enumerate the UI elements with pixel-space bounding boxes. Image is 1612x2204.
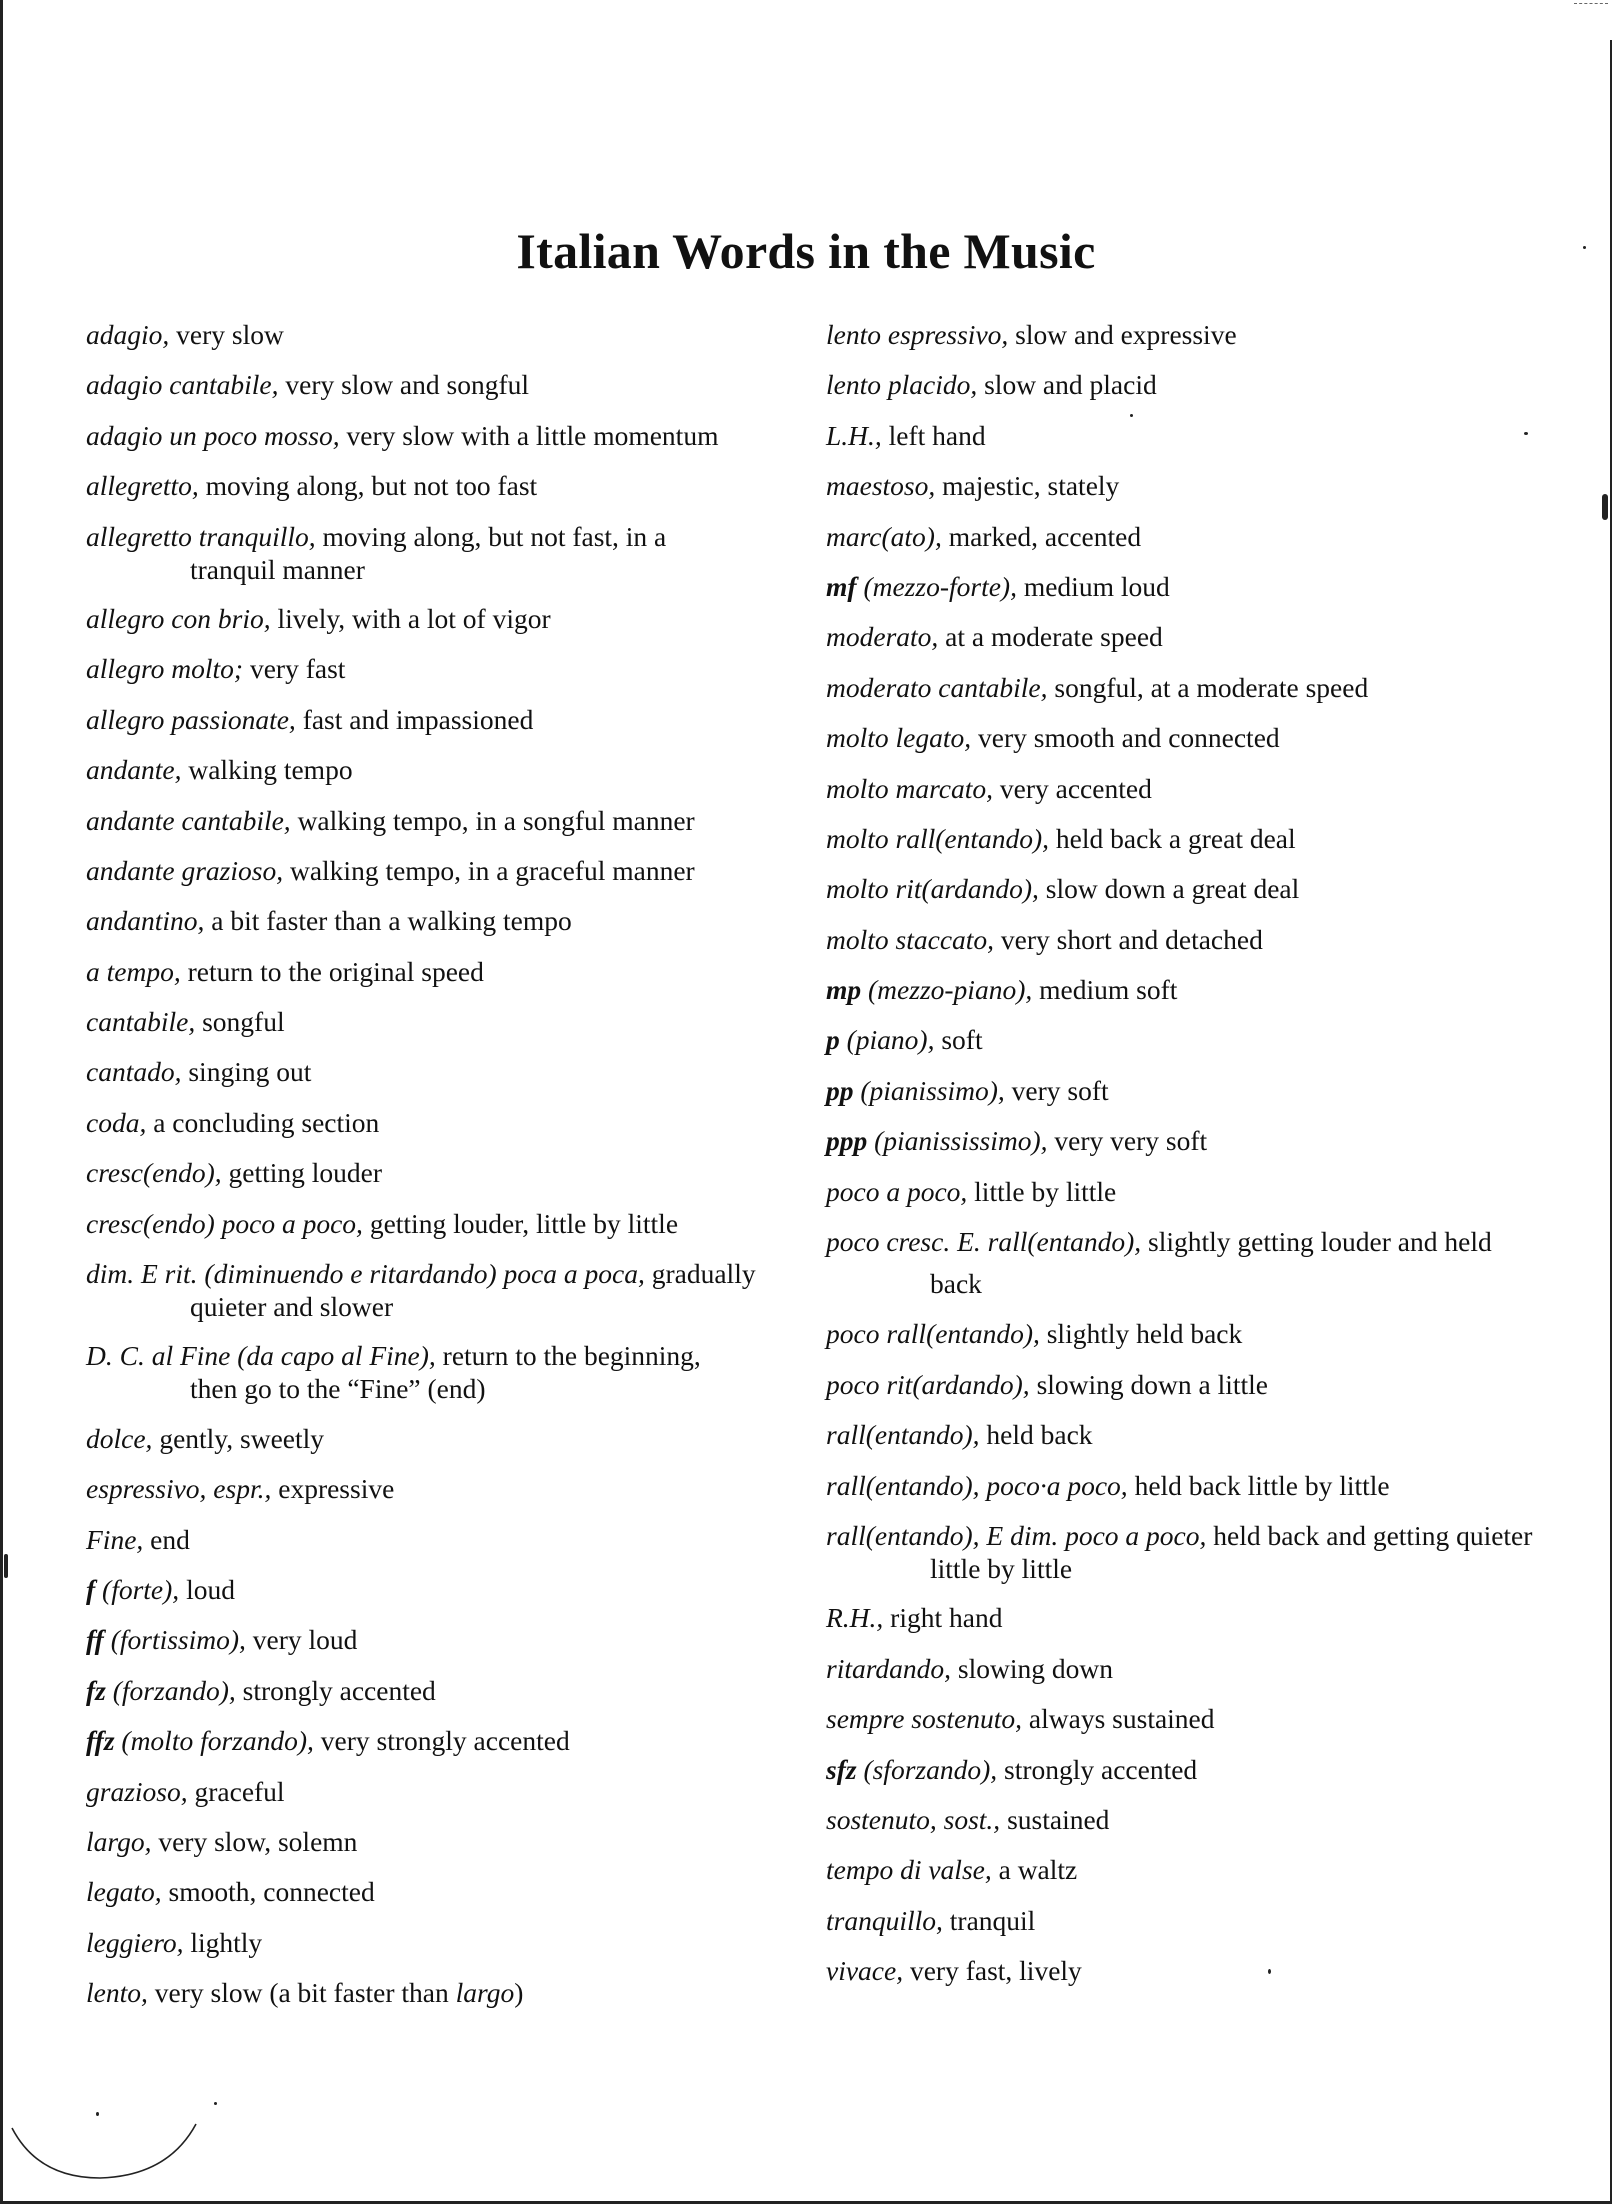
glossary-entry — [86, 602, 796, 636]
glossary-term: moderato, — [826, 621, 939, 653]
glossary-term: a tempo, — [86, 955, 181, 987]
glossary-term: moderato cantabile, — [826, 671, 1048, 703]
glossary-definition: lightly — [183, 1926, 263, 1958]
scan-speck — [96, 2112, 99, 2116]
glossary-entry — [826, 570, 1546, 604]
glossary-definition: end — [143, 1523, 190, 1555]
glossary-definition: right hand — [883, 1602, 1003, 1634]
glossary-definition: slightly held back — [1039, 1318, 1243, 1350]
glossary-definition: walking tempo, in a songful manner — [290, 804, 695, 836]
glossary-entry — [826, 1904, 1546, 1938]
glossary-term: cresc(endo), — [86, 1157, 222, 1189]
glossary-term: rall(entando), poco·a poco, — [826, 1469, 1128, 1501]
left-column — [86, 318, 796, 2027]
glossary-entry — [86, 469, 796, 503]
glossary-definition: strongly accented — [997, 1753, 1198, 1785]
glossary-term: vivace, — [826, 1955, 904, 1987]
glossary-term: D. C. al Fine (da capo al Fine), — [86, 1340, 436, 1372]
dynamic-symbol: mp — [826, 974, 862, 1006]
glossary-term: poco a poco, — [826, 1175, 968, 1207]
glossary-definition: a waltz — [991, 1854, 1078, 1886]
glossary-term: lento espressivo, — [826, 319, 1009, 350]
scan-speck — [1268, 1969, 1271, 1974]
glossary-term: dolce, — [86, 1422, 153, 1454]
scan-speck — [4, 1554, 8, 1578]
glossary-entry — [86, 1825, 796, 1859]
glossary-definition: lively, with a lot of vigor — [270, 602, 551, 634]
glossary-entry — [86, 703, 796, 737]
glossary-entry — [86, 419, 796, 453]
glossary-definition: slow down a great deal — [1038, 873, 1300, 905]
glossary-term: andante cantabile, — [86, 804, 291, 836]
glossary-entry — [86, 904, 796, 938]
glossary-definition: songful — [195, 1006, 285, 1038]
glossary-definition: slowing down a little — [1029, 1368, 1269, 1400]
glossary-term: largo, — [86, 1825, 152, 1857]
glossary-term: molto rall(entando), — [826, 822, 1050, 854]
glossary-definition: very slow with a little momentum — [339, 419, 719, 451]
glossary-definition: very accented — [993, 772, 1152, 804]
glossary-term: cantado, — [86, 1056, 182, 1088]
glossary-term: rall(entando), — [826, 1419, 980, 1451]
glossary-entry — [86, 1674, 796, 1708]
glossary-term: adagio cantabile, — [86, 369, 279, 401]
glossary-entry — [826, 1074, 1546, 1108]
glossary-definition: gently, sweetly — [152, 1422, 325, 1454]
glossary-entry — [826, 973, 1546, 1007]
glossary-term: allegretto, — [86, 470, 199, 502]
glossary-definition: walking tempo, in a graceful manner — [283, 854, 695, 886]
glossary-definition: a concluding section — [146, 1106, 380, 1138]
glossary-definition: sustained — [1000, 1803, 1110, 1835]
glossary-term: sostenuto, sost., — [826, 1803, 1001, 1835]
glossary-term: (piano), — [839, 1024, 935, 1056]
glossary-term: maestoso, — [826, 470, 936, 502]
glossary-entry — [826, 721, 1546, 755]
glossary-definition: slightly getting louder and held — [1141, 1226, 1492, 1258]
glossary-term: allegro passionate, — [86, 703, 296, 735]
glossary-definition: marked, accented — [941, 520, 1142, 552]
glossary-term: (mezzo-piano), — [861, 974, 1033, 1006]
glossary-entry — [826, 1317, 1546, 1351]
scan-left-edge — [0, 0, 3, 2204]
glossary-term: cantabile, — [86, 1006, 196, 1038]
glossary-definition: return to the original speed — [180, 955, 484, 987]
glossary-term: ritardando, — [826, 1652, 952, 1684]
glossary-entry — [86, 1623, 796, 1657]
dynamic-symbol: ffz — [86, 1725, 115, 1757]
glossary-term: rall(entando), E dim. poco a poco, — [826, 1519, 1207, 1551]
definition-continuation: back — [930, 1268, 982, 1300]
glossary-entry — [86, 1523, 796, 1557]
glossary-definition: medium loud — [1016, 570, 1170, 602]
glossary-entry — [86, 1875, 796, 1909]
definition-continuation: then go to the “Fine” (end) — [190, 1373, 486, 1405]
glossary-entry — [86, 520, 796, 586]
glossary-entry — [826, 872, 1546, 906]
glossary-entry — [826, 1652, 1546, 1686]
glossary-definition: moving along, but not too fast — [198, 470, 538, 502]
glossary-definition: very loud — [245, 1624, 358, 1656]
glossary-entry — [826, 1601, 1546, 1635]
glossary-entry — [86, 955, 796, 989]
glossary-term: poco cresc. E. rall(entando), — [826, 1226, 1142, 1258]
definition-continuation: quieter and slower — [190, 1291, 394, 1323]
glossary-term: legato, — [86, 1876, 162, 1908]
glossary-entry — [826, 1702, 1546, 1736]
glossary-entry — [826, 520, 1546, 554]
dynamic-symbol: pp — [826, 1074, 854, 1106]
glossary-term: andantino, — [86, 905, 205, 937]
glossary-entry — [86, 1724, 796, 1758]
glossary-entry — [86, 804, 796, 838]
glossary-definition: always sustained — [1022, 1703, 1215, 1735]
glossary-term: tempo di valse, — [826, 1854, 992, 1886]
glossary-term: espressivo, espr., — [86, 1473, 272, 1505]
glossary-definition: very smooth and connected — [971, 722, 1280, 754]
glossary-entry — [86, 1339, 796, 1405]
glossary-entry — [86, 1422, 796, 1456]
glossary-definition: singing out — [181, 1056, 312, 1088]
glossary-entry — [86, 1055, 796, 1089]
glossary-term: allegro molto; — [86, 653, 244, 685]
glossary-term: (pianississimo), — [867, 1125, 1048, 1157]
glossary-definition: expressive — [271, 1473, 395, 1505]
dynamic-symbol: ppp — [826, 1125, 868, 1157]
glossary-term: marc(ato), — [826, 520, 942, 552]
glossary-term: sempre sostenuto, — [826, 1703, 1023, 1735]
glossary-entry — [86, 1156, 796, 1190]
scan-speck — [1524, 432, 1528, 435]
glossary-entry — [826, 1469, 1546, 1503]
glossary-definition: left hand — [881, 419, 986, 451]
glossary-definition: a bit faster than a walking tempo — [204, 905, 572, 937]
glossary-definition: fast and impassioned — [295, 703, 534, 735]
glossary-term: coda, — [86, 1106, 147, 1138]
glossary-definition: getting louder, little by little — [362, 1207, 679, 1239]
dynamic-symbol: p — [826, 1024, 840, 1056]
glossary-entry — [86, 652, 796, 686]
glossary-definition: tranquil — [942, 1904, 1036, 1936]
glossary-entry — [826, 1175, 1546, 1209]
glossary-definition: very slow, solemn — [151, 1825, 358, 1857]
glossary-term: andante, — [86, 754, 182, 786]
glossary-entry — [826, 1418, 1546, 1452]
glossary-term: (forzando), — [105, 1674, 236, 1706]
glossary-entry — [826, 469, 1546, 503]
glossary-term: Fine, — [86, 1523, 144, 1555]
glossary-entry — [826, 822, 1546, 856]
glossary-entry — [86, 1207, 796, 1241]
glossary-entry — [826, 419, 1546, 453]
page-title: Italian Words in the Music — [516, 223, 1096, 279]
glossary-entry — [826, 1753, 1546, 1787]
glossary-entry — [86, 1106, 796, 1140]
glossary-definition: held back little by little — [1127, 1469, 1390, 1501]
glossary-term: lento, — [86, 1977, 148, 2009]
glossary-term: andante grazioso, — [86, 854, 284, 886]
glossary-entry — [86, 1005, 796, 1039]
glossary-entry — [826, 1519, 1546, 1585]
glossary-term: allegretto tranquillo, — [86, 520, 316, 552]
glossary-definition: strongly accented — [235, 1674, 436, 1706]
glossary-entry — [86, 1472, 796, 1506]
right-column — [826, 318, 1546, 2005]
glossary-term: molto legato, — [826, 722, 972, 754]
glossary-term: R.H., — [826, 1602, 884, 1634]
glossary-definition: smooth, connected — [161, 1876, 375, 1908]
glossary-definition: songful, at a moderate speed — [1047, 671, 1369, 703]
glossary-definition: very fast, lively — [903, 1955, 1082, 1987]
glossary-entry — [826, 1368, 1546, 1402]
glossary-entry — [826, 772, 1546, 806]
glossary-entry — [826, 1124, 1546, 1158]
scan-top-mark — [1574, 3, 1608, 4]
glossary-term: cresc(endo) poco a poco, — [86, 1207, 363, 1239]
glossary-definition: very slow (a bit faster than — [147, 1977, 456, 2009]
scan-speck — [1583, 246, 1586, 249]
glossary-definition: slow and placid — [977, 369, 1157, 401]
scan-arc-mark — [8, 2120, 198, 2180]
glossary-entry — [826, 318, 1546, 352]
glossary-definition: majestic, stately — [935, 470, 1120, 502]
glossary-term: leggiero, — [86, 1926, 184, 1958]
glossary-entry — [86, 368, 796, 402]
glossary-entry — [86, 1573, 796, 1607]
glossary-term: poco rall(entando), — [826, 1318, 1040, 1350]
glossary-definition: very very soft — [1047, 1125, 1208, 1157]
dynamic-symbol: ff — [86, 1624, 104, 1656]
glossary-term: molto rit(ardando), — [826, 873, 1039, 905]
glossary-entry — [826, 923, 1546, 957]
definition-tail: ) — [514, 1977, 524, 2009]
glossary-definition: graceful — [187, 1775, 285, 1807]
glossary-definition: little by little — [967, 1175, 1117, 1207]
glossary-definition: walking tempo — [181, 754, 353, 786]
glossary-entry — [826, 671, 1546, 705]
scan-speck — [214, 2102, 217, 2105]
glossary-term: adagio, — [86, 319, 170, 350]
glossary-entry — [826, 1853, 1546, 1887]
glossary-term: (sforzando), — [856, 1753, 998, 1785]
scan-speck — [1130, 414, 1133, 417]
glossary-definition: return to the beginning, — [435, 1340, 701, 1372]
scan-speck — [1602, 494, 1608, 520]
glossary-definition: very strongly accented — [313, 1725, 570, 1757]
glossary-entry — [86, 1775, 796, 1809]
glossary-entry — [86, 753, 796, 787]
glossary-definition: slow and expressive — [1008, 319, 1237, 350]
glossary-definition: medium soft — [1032, 974, 1178, 1006]
glossary-definition: held back — [979, 1419, 1093, 1451]
glossary-term: grazioso, — [86, 1775, 188, 1807]
glossary-definition: held back a great deal — [1049, 822, 1296, 854]
definition-italic: largo — [455, 1977, 515, 2009]
glossary-entry — [826, 1023, 1546, 1057]
glossary-term: dim. E rit. (diminuendo e ritardando) poca a poca, — [86, 1258, 645, 1290]
dynamic-symbol: f — [86, 1573, 96, 1605]
glossary-definition: loud — [179, 1573, 235, 1605]
glossary-term: lento placido, — [826, 369, 978, 401]
glossary-entry — [826, 368, 1546, 402]
glossary-entry — [86, 1257, 796, 1323]
glossary-term: (molto forzando), — [114, 1725, 314, 1757]
glossary-definition: moving along, but not fast, in a — [315, 520, 667, 552]
glossary-entry — [86, 1926, 796, 1960]
glossary-term: molto marcato, — [826, 772, 994, 804]
glossary-definition: very slow — [169, 319, 284, 350]
glossary-entry — [86, 318, 796, 352]
glossary-definition: soft — [934, 1024, 983, 1056]
glossary-definition: very soft — [1004, 1074, 1109, 1106]
glossary-term: (forte), — [95, 1573, 180, 1605]
glossary-definition: getting louder — [221, 1157, 383, 1189]
glossary-term: L.H., — [826, 419, 882, 451]
glossary-term: (fortissimo), — [103, 1624, 246, 1656]
glossary-definition: slowing down — [951, 1652, 1113, 1684]
glossary-entry — [86, 1976, 796, 2010]
glossary-definition: gradually — [644, 1258, 756, 1290]
glossary-definition: held back and getting quieter — [1206, 1519, 1533, 1551]
glossary-term: allegro con brio, — [86, 602, 271, 634]
glossary-entry — [826, 620, 1546, 654]
definition-continuation: tranquil manner — [190, 553, 365, 585]
dynamic-symbol: fz — [86, 1674, 106, 1706]
dynamic-symbol: mf — [826, 570, 857, 602]
glossary-definition: very slow and songful — [278, 369, 530, 401]
dynamic-symbol: sfz — [826, 1753, 857, 1785]
glossary-definition: at a moderate speed — [938, 621, 1163, 653]
glossary-term: (pianissimo), — [853, 1074, 1005, 1106]
glossary-definition: very fast — [243, 653, 346, 685]
glossary-definition: very short and detached — [994, 923, 1263, 955]
glossary-entry — [826, 1225, 1546, 1301]
glossary-term: molto staccato, — [826, 923, 995, 955]
glossary-term: (mezzo-forte), — [856, 570, 1017, 602]
glossary-entry — [86, 854, 796, 888]
glossary-term: adagio un poco mosso, — [86, 419, 340, 451]
glossary-entry — [826, 1803, 1546, 1837]
glossary-term: tranquillo, — [826, 1904, 943, 1936]
glossary-term: poco rit(ardando), — [826, 1368, 1030, 1400]
definition-continuation: little by little — [930, 1552, 1073, 1584]
glossary-entry — [826, 1954, 1546, 1988]
